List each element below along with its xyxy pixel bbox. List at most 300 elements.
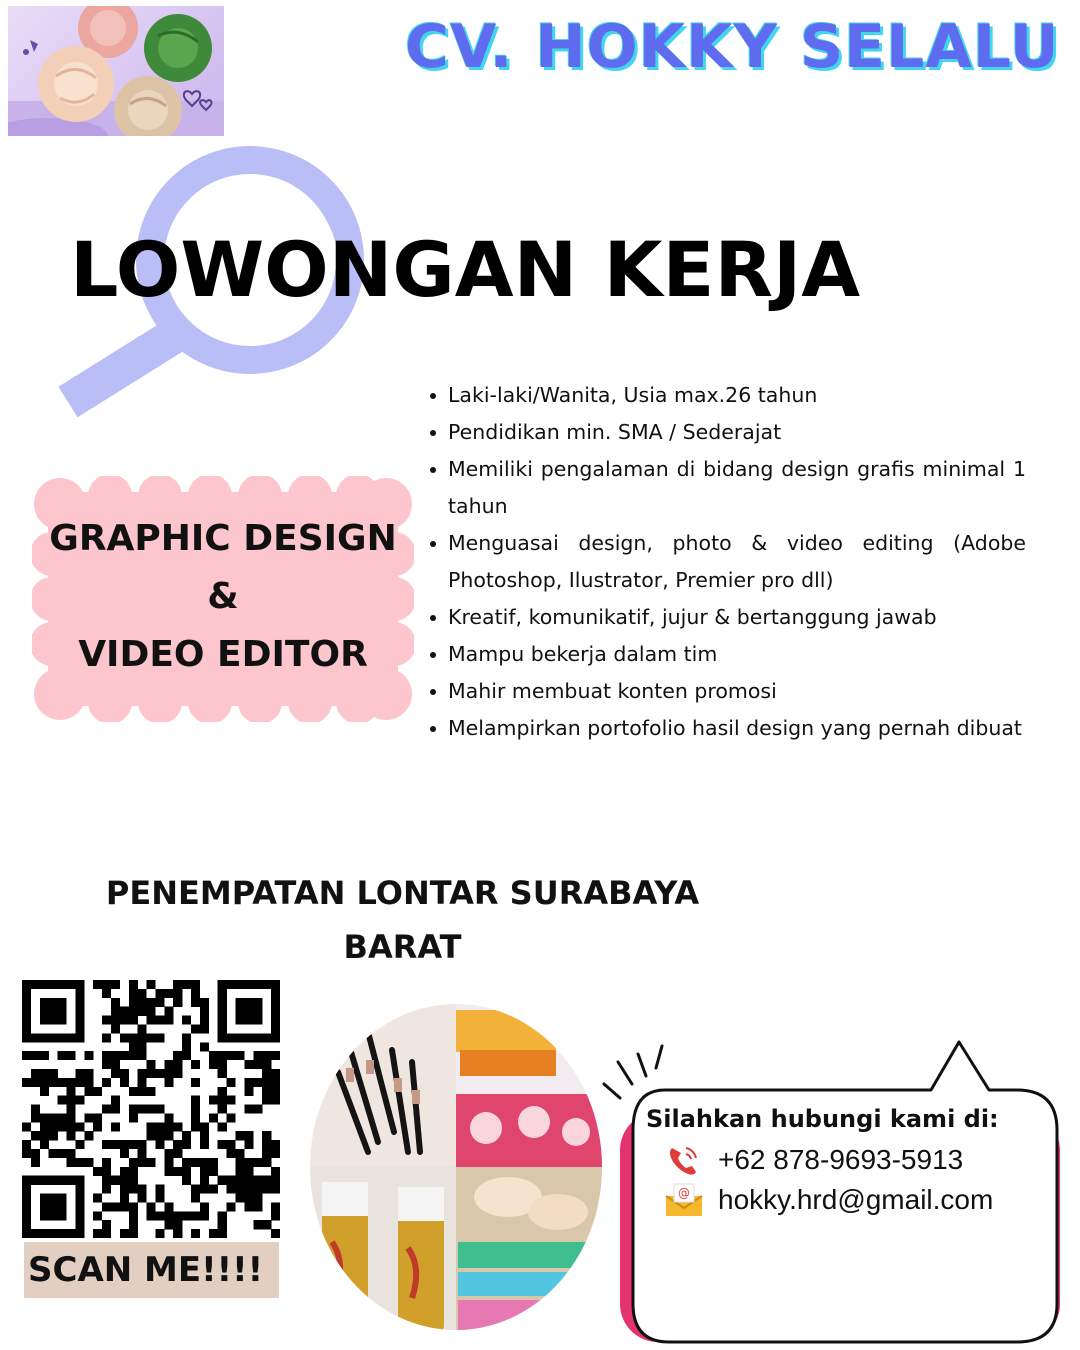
- qr-module: [111, 1140, 120, 1149]
- qr-module: [173, 1167, 182, 1176]
- qr-module: [191, 1211, 200, 1220]
- qr-module: [129, 1202, 138, 1211]
- qr-module: [75, 1220, 84, 1229]
- qr-module: [236, 1016, 245, 1025]
- qr-module: [173, 1229, 182, 1238]
- qr-module: [129, 1033, 138, 1042]
- qr-module: [262, 1140, 271, 1149]
- qr-module: [218, 1176, 227, 1185]
- qr-module: [155, 1105, 164, 1114]
- phone-number: +62 878-9693-5913: [718, 1144, 964, 1175]
- qr-module: [93, 1194, 102, 1203]
- qr-module: [111, 1176, 120, 1185]
- qr-module: [58, 1096, 67, 1105]
- qr-module: [111, 1202, 120, 1211]
- qr-module: [49, 980, 58, 989]
- qr-module: [227, 1176, 236, 1185]
- qr-module: [191, 1105, 200, 1114]
- qr-module: [218, 1229, 227, 1238]
- qr-module: [66, 1033, 75, 1042]
- qr-module: [173, 1220, 182, 1229]
- svg-text:@: @: [678, 1186, 690, 1200]
- qr-module: [40, 1202, 49, 1211]
- qr-module: [102, 1220, 111, 1229]
- qr-module: [49, 1069, 58, 1078]
- qr-module: [147, 1016, 156, 1025]
- qr-module: [191, 1096, 200, 1105]
- qr-module: [22, 1051, 31, 1060]
- qr-module: [236, 998, 245, 1007]
- qr-module: [93, 980, 102, 989]
- qr-module: [120, 1140, 129, 1149]
- qr-module: [22, 1202, 31, 1211]
- qr-module: [40, 1229, 49, 1238]
- qr-module: [138, 1078, 147, 1087]
- qr-module: [40, 998, 49, 1007]
- qr-module: [155, 989, 164, 998]
- qr-module: [75, 1211, 84, 1220]
- qr-module: [244, 1176, 253, 1185]
- qr-module: [244, 1131, 253, 1140]
- qr-module: [66, 1229, 75, 1238]
- qr-module: [200, 1042, 209, 1051]
- qr-module: [227, 1149, 236, 1158]
- qr-module: [31, 1078, 40, 1087]
- qr-module: [244, 980, 253, 989]
- qr-module: [173, 980, 182, 989]
- qr-module: [84, 1113, 93, 1122]
- qr-module: [129, 1105, 138, 1114]
- qr-module: [155, 1229, 164, 1238]
- qr-module: [244, 1194, 253, 1203]
- qr-module: [191, 1194, 200, 1203]
- qr-module: [155, 1122, 164, 1131]
- qr-module: [271, 1024, 280, 1033]
- qr-module: [200, 1176, 209, 1185]
- qr-module: [253, 1158, 262, 1167]
- qr-module: [31, 1149, 40, 1158]
- qr-module: [200, 1122, 209, 1131]
- qr-module: [129, 998, 138, 1007]
- qr-module: [218, 1016, 227, 1025]
- qr-module: [227, 1051, 236, 1060]
- qr-module: [49, 1016, 58, 1025]
- qr-module: [164, 1131, 173, 1140]
- qr-module: [75, 1158, 84, 1167]
- qr-module: [155, 998, 164, 1007]
- qr-module: [209, 1051, 218, 1060]
- qr-module: [147, 998, 156, 1007]
- qr-module: [244, 998, 253, 1007]
- qr-module: [262, 1131, 271, 1140]
- qr-module: [218, 1211, 227, 1220]
- qr-module: [111, 1024, 120, 1033]
- qr-module: [120, 1149, 129, 1158]
- qr-module: [244, 1140, 253, 1149]
- qr-module: [271, 1016, 280, 1025]
- qr-module: [191, 989, 200, 998]
- qr-module: [138, 1024, 147, 1033]
- qr-module: [200, 1211, 209, 1220]
- qr-module: [22, 989, 31, 998]
- qr-module: [200, 1007, 209, 1016]
- qr-module: [209, 1167, 218, 1176]
- qr-module: [173, 998, 182, 1007]
- qr-module: [164, 1211, 173, 1220]
- qr-module: [120, 1033, 129, 1042]
- phone-icon: [664, 1142, 704, 1178]
- qr-module: [66, 1051, 75, 1060]
- qr-module: [120, 1202, 129, 1211]
- email-address: hokky.hrd@gmail.com: [718, 1184, 994, 1215]
- qr-module: [75, 1202, 84, 1211]
- qr-module: [182, 1051, 191, 1060]
- qr-module: [218, 1140, 227, 1149]
- qr-module: [253, 1016, 262, 1025]
- qr-module: [262, 1185, 271, 1194]
- qr-module: [155, 1211, 164, 1220]
- qr-module: [164, 1202, 173, 1211]
- qr-module: [173, 989, 182, 998]
- qr-module: [218, 989, 227, 998]
- qr-module: [271, 1202, 280, 1211]
- qr-module: [236, 1158, 245, 1167]
- qr-module: [164, 1060, 173, 1069]
- qr-module: [262, 1087, 271, 1096]
- qr-module: [244, 1060, 253, 1069]
- qr-module: [58, 1229, 67, 1238]
- qr-module: [58, 1016, 67, 1025]
- qr-module: [191, 1229, 200, 1238]
- qr-module: [253, 1033, 262, 1042]
- qr-module: [218, 1220, 227, 1229]
- qr-module: [244, 1078, 253, 1087]
- qr-module: [209, 1096, 218, 1105]
- qr-module: [218, 1122, 227, 1131]
- qr-module: [138, 1194, 147, 1203]
- requirement-item: Kreatif, komunikatif, jujur & bertanggung jawab: [428, 599, 1026, 636]
- qr-module: [58, 1078, 67, 1087]
- qr-module: [244, 1202, 253, 1211]
- qr-module: [31, 1113, 40, 1122]
- qr-module: [66, 980, 75, 989]
- qr-module: [58, 1051, 67, 1060]
- qr-module: [102, 980, 111, 989]
- qr-module: [253, 1105, 262, 1114]
- qr-module: [84, 1087, 93, 1096]
- qr-module: [218, 980, 227, 989]
- qr-module: [173, 1051, 182, 1060]
- qr-module: [22, 1024, 31, 1033]
- qr-module: [102, 1202, 111, 1211]
- qr-module: [218, 1069, 227, 1078]
- qr-module: [129, 1167, 138, 1176]
- scan-me-label: SCAN ME!!!!: [24, 1242, 279, 1298]
- qr-module: [49, 1113, 58, 1122]
- qr-module: [49, 998, 58, 1007]
- qr-module: [111, 1105, 120, 1114]
- qr-module: [58, 980, 67, 989]
- qr-module: [173, 1060, 182, 1069]
- qr-module: [138, 1185, 147, 1194]
- qr-module: [102, 1016, 111, 1025]
- qr-module: [253, 1185, 262, 1194]
- qr-module: [40, 1087, 49, 1096]
- qr-module: [111, 1096, 120, 1105]
- qr-module: [227, 1202, 236, 1211]
- qr-module: [49, 1033, 58, 1042]
- qr-module: [262, 1149, 271, 1158]
- requirement-item: Memiliki pengalaman di bidang design grafis minimal 1 tahun: [428, 451, 1026, 525]
- job-vacancy-headline: LOWONGAN KERJA: [70, 225, 861, 314]
- qr-module: [253, 1078, 262, 1087]
- qr-module: [218, 1033, 227, 1042]
- qr-module: [49, 1229, 58, 1238]
- qr-module: [173, 1140, 182, 1149]
- qr-module: [191, 998, 200, 1007]
- qr-module: [191, 1113, 200, 1122]
- qr-module: [236, 980, 245, 989]
- qr-module: [227, 980, 236, 989]
- qr-module: [262, 1096, 271, 1105]
- qr-module: [58, 1007, 67, 1016]
- qr-module: [182, 1167, 191, 1176]
- qr-module: [138, 1105, 147, 1114]
- qr-module: [93, 1211, 102, 1220]
- qr-module: [271, 1051, 280, 1060]
- qr-module: [58, 1202, 67, 1211]
- qr-module: [66, 1149, 75, 1158]
- qr-module: [75, 1140, 84, 1149]
- qr-module: [111, 1007, 120, 1016]
- qr-module: [93, 1113, 102, 1122]
- qr-module: [129, 1158, 138, 1167]
- qr-module: [31, 1131, 40, 1140]
- qr-module: [120, 1078, 129, 1087]
- qr-module: [138, 1087, 147, 1096]
- qr-module: [271, 1149, 280, 1158]
- qr-module: [111, 1016, 120, 1025]
- qr-module: [129, 1229, 138, 1238]
- qr-module: [271, 1033, 280, 1042]
- qr-module: [200, 1202, 209, 1211]
- qr-module: [58, 1176, 67, 1185]
- qr-module: [218, 998, 227, 1007]
- requirements-list: [428, 377, 1026, 787]
- qr-module: [262, 1158, 271, 1167]
- qr-module: [93, 1087, 102, 1096]
- qr-module: [173, 1069, 182, 1078]
- qr-module: [40, 980, 49, 989]
- qr-module: [227, 1140, 236, 1149]
- qr-module: [191, 1060, 200, 1069]
- qr-module: [75, 1194, 84, 1203]
- qr-module: [262, 1220, 271, 1229]
- qr-module: [253, 1194, 262, 1203]
- qr-module: [40, 1051, 49, 1060]
- qr-module: [164, 1078, 173, 1087]
- qr-module: [75, 1185, 84, 1194]
- qr-module: [244, 1158, 253, 1167]
- position-line-2: &: [207, 576, 239, 617]
- qr-module: [75, 1033, 84, 1042]
- qr-module: [271, 1096, 280, 1105]
- qr-module: [253, 1007, 262, 1016]
- qr-module: [120, 1167, 129, 1176]
- qr-module: [75, 1078, 84, 1087]
- requirement-item: Pendidikan min. SMA / Sederajat: [428, 414, 1026, 451]
- qr-module: [129, 1113, 138, 1122]
- qr-module: [22, 1140, 31, 1149]
- qr-module: [138, 1158, 147, 1167]
- qr-module: [111, 980, 120, 989]
- qr-module: [40, 1131, 49, 1140]
- qr-module: [129, 1051, 138, 1060]
- qr-module: [75, 1016, 84, 1025]
- qr-module: [22, 1149, 31, 1158]
- qr-module: [22, 1220, 31, 1229]
- qr-module: [120, 1194, 129, 1203]
- qr-module: [111, 1060, 120, 1069]
- qr-module: [22, 1211, 31, 1220]
- qr-module: [218, 1060, 227, 1069]
- qr-module: [164, 1069, 173, 1078]
- qr-module: [49, 1131, 58, 1140]
- qr-module: [75, 1122, 84, 1131]
- qr-module: [120, 1176, 129, 1185]
- contact-phone[interactable]: [664, 1140, 1064, 1180]
- qr-module: [75, 980, 84, 989]
- qr-module: [244, 1007, 253, 1016]
- qr-module: [253, 1060, 262, 1069]
- qr-module: [129, 1007, 138, 1016]
- qr-module: [164, 1016, 173, 1025]
- qr-module: [138, 998, 147, 1007]
- qr-module: [244, 1105, 253, 1114]
- qr-module: [120, 1016, 129, 1025]
- qr-module: [227, 1113, 236, 1122]
- qr-module: [200, 1158, 209, 1167]
- qr-module: [40, 1211, 49, 1220]
- company-name: CV. HOKKY SELALU: [405, 12, 1060, 82]
- qr-module: [40, 1016, 49, 1025]
- qr-module: [147, 1202, 156, 1211]
- qr-module: [40, 1007, 49, 1016]
- qr-module: [120, 1185, 129, 1194]
- qr-module: [191, 1185, 200, 1194]
- qr-module: [129, 1185, 138, 1194]
- qr-module: [209, 1158, 218, 1167]
- qr-module: [147, 1131, 156, 1140]
- requirement-item: Laki-laki/Wanita, Usia max.26 tahun: [428, 377, 1026, 414]
- qr-module: [22, 1007, 31, 1016]
- qr-module: [129, 1087, 138, 1096]
- qr-module: [262, 1060, 271, 1069]
- qr-module: [218, 1096, 227, 1105]
- qr-module: [191, 980, 200, 989]
- qr-module: [66, 1113, 75, 1122]
- qr-module: [164, 1220, 173, 1229]
- qr-module: [236, 1033, 245, 1042]
- qr-module: [66, 1096, 75, 1105]
- qr-module: [40, 1033, 49, 1042]
- qr-module: [244, 1033, 253, 1042]
- qr-module: [262, 1176, 271, 1185]
- qr-module: [218, 1024, 227, 1033]
- contact-heading: Silahkan hubungi kami di:: [646, 1105, 999, 1133]
- qr-module: [173, 1122, 182, 1131]
- qr-module: [58, 1194, 67, 1203]
- qr-module: [58, 1211, 67, 1220]
- qr-module: [58, 1113, 67, 1122]
- qr-module: [40, 1194, 49, 1203]
- qr-module: [31, 980, 40, 989]
- qr-module: [31, 1158, 40, 1167]
- qr-module: [191, 1122, 200, 1131]
- qr-code[interactable]: [22, 980, 280, 1238]
- qr-module: [253, 1051, 262, 1060]
- qr-module: [236, 1149, 245, 1158]
- qr-module: [253, 1202, 262, 1211]
- qr-module: [84, 1078, 93, 1087]
- qr-module: [244, 1016, 253, 1025]
- qr-module: [155, 1033, 164, 1042]
- placement-line-2: BARAT: [343, 928, 462, 966]
- qr-module: [164, 989, 173, 998]
- qr-module: [22, 1185, 31, 1194]
- qr-module: [227, 1078, 236, 1087]
- qr-module: [271, 1167, 280, 1176]
- qr-module: [191, 1024, 200, 1033]
- requirement-item: Menguasai design, photo & video editing (Adobe Photoshop, Ilustrator, Premier pro dll): [428, 525, 1026, 599]
- qr-module: [200, 1185, 209, 1194]
- qr-module: [75, 1229, 84, 1238]
- qr-module: [120, 1229, 129, 1238]
- qr-module: [102, 1105, 111, 1114]
- qr-module: [49, 1078, 58, 1087]
- qr-module: [218, 1007, 227, 1016]
- qr-module: [236, 1185, 245, 1194]
- qr-module: [253, 998, 262, 1007]
- qr-module: [155, 1131, 164, 1140]
- placement-location: [60, 866, 745, 976]
- qr-module: [129, 1176, 138, 1185]
- qr-module: [147, 1087, 156, 1096]
- qr-module: [22, 1122, 31, 1131]
- qr-module: [182, 1016, 191, 1025]
- requirement-item: Mampu bekerja dalam tim: [428, 636, 1026, 673]
- qr-module: [244, 1185, 253, 1194]
- qr-module: [262, 1078, 271, 1087]
- qr-module: [200, 998, 209, 1007]
- qr-module: [173, 1211, 182, 1220]
- qr-module: [49, 1176, 58, 1185]
- qr-module: [66, 1078, 75, 1087]
- qr-module: [49, 1202, 58, 1211]
- qr-module: [129, 1016, 138, 1025]
- qr-module: [84, 1069, 93, 1078]
- qr-module: [138, 989, 147, 998]
- position-line-1: GRAPHIC DESIGN: [49, 518, 397, 559]
- qr-module: [227, 1185, 236, 1194]
- qr-module: [75, 1096, 84, 1105]
- qr-module: [22, 980, 31, 989]
- qr-module: [147, 980, 156, 989]
- qr-module: [58, 1122, 67, 1131]
- qr-module: [227, 1033, 236, 1042]
- contact-email[interactable]: [664, 1180, 1064, 1220]
- qr-module: [75, 1024, 84, 1033]
